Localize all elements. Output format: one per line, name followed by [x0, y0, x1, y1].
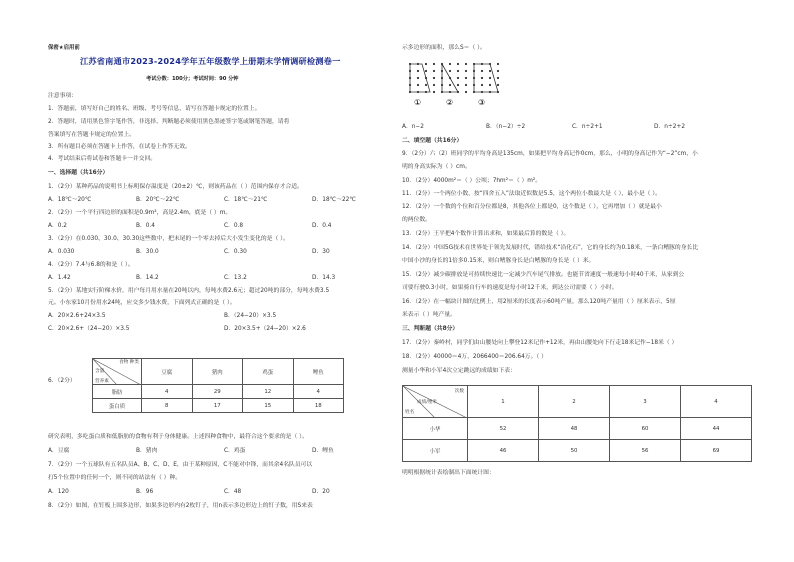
question-text: 中国小沙的身长的1倍多0.15米，则白鳍豚身长是白鳍豚的身长是（ ）米。 — [402, 258, 595, 264]
note-line: 1．答题前，填写好自己的姓名、班级、考号等信息，请写在答题卡规定的位置上。 — [48, 106, 261, 112]
peg-dot — [489, 70, 491, 72]
option: B．20℃～22℃ — [136, 197, 180, 203]
peg-dot — [497, 84, 499, 86]
table-cell: 56 — [610, 440, 681, 462]
secret-label: 保密★启用前 — [48, 45, 80, 51]
table-cell: 17 — [192, 399, 243, 413]
question-text: 13．（2分）王平把4个数作计算出求和，如果最后算的数是（ ）。 — [402, 231, 570, 237]
note-line: 2．答题时，请用黑色签字笔作答，非选择、判断题必须使用黑色墨迹签字笔或钢笔答题，请将 — [48, 119, 290, 125]
peg-dot — [465, 70, 467, 72]
option: D．20 — [312, 489, 330, 495]
table-cell: 69 — [681, 440, 752, 462]
diag-label-top: 食物 种类 — [119, 360, 139, 365]
column-header: 鲤鱼 — [293, 359, 344, 385]
note-line: 答案填写在答题卡规定的位置上。 — [48, 132, 135, 138]
table-cell: 46 — [468, 440, 539, 462]
question-text: 16．（2分）在一幅块计图的比例上，用2厘米的长度表示60吨产量，那么120吨产量用（ ）厘米表示，5厘 — [402, 299, 676, 305]
question-label: 6．（2分） — [48, 378, 76, 384]
column-header: 猪肉 — [192, 359, 243, 385]
peg-dot — [489, 77, 491, 79]
peg-dot — [465, 91, 467, 93]
peg-dot — [457, 63, 459, 65]
polygon-2 — [442, 64, 458, 92]
pegboard-figure — [404, 58, 514, 108]
peg-dot — [449, 84, 451, 86]
question-text: 11．（2分）一个两位小数，按“四舍五入”法取近似数是5.5，这个两位小数最大是（ ），最小是（ ）。 — [402, 191, 661, 197]
peg-dot — [425, 70, 427, 72]
option: A．0.2 — [48, 223, 67, 229]
option: B．96 — [136, 489, 154, 495]
nutrition-table — [92, 358, 344, 413]
option: B．0.4 — [136, 223, 155, 229]
option: C．0.8 — [224, 223, 244, 229]
question-text: 4．（2分）7.4与6.8的和是（ ）。 — [48, 262, 134, 268]
option: B．（24−20）×3.5 — [224, 313, 277, 319]
option: B．30.0 — [136, 249, 159, 255]
table-row — [93, 385, 344, 399]
question-text: 明的身高实际为（ ）cm。 — [402, 164, 471, 170]
question-text: 的两位数。 — [402, 217, 431, 223]
question-text: 15．（2分）减少碳排放是可持续快速比一定减少汽车尾气排放。也能节省速度一般速每小时40千米，从家到公 — [402, 272, 685, 278]
question-text: 18．（2分）40000＝4万，2066400＝206.64万。（ ） — [402, 354, 547, 360]
table-cell: 4 — [142, 385, 193, 399]
question-text: 1．（2分）某种药品的说明书上标明保存温度是（20±2）℃，则该药品在（ ）范围内保存才合适。 — [48, 184, 303, 190]
diagonal-header-cell — [403, 386, 468, 418]
option: A．n−2 — [402, 124, 424, 130]
option: D．鲤鱼 — [312, 448, 334, 454]
option: D．20×3.5+（24−20）×2.6 — [224, 326, 306, 332]
table-cell: 50 — [539, 440, 610, 462]
question-text: 元。小东家10月份用水24吨，应交多少钱水费，下面列式正确的是（ ）。 — [48, 300, 236, 306]
table-cell: 29 — [192, 385, 243, 399]
question-text: 7．（2分）一个五球队有五名队员A、B、C、D、E，由于某种原因，C不能对中锋，而其余4名队员可以 — [48, 462, 313, 468]
option: D．0.4 — [312, 223, 332, 229]
peg-dot — [433, 63, 435, 65]
row-header: 蛋白质 — [93, 399, 142, 413]
table-row — [93, 399, 344, 413]
table-cell: 8 — [142, 399, 193, 413]
option: B．14.2 — [136, 275, 159, 281]
question-text: 明明根据统计表绘制出下面统计图： — [402, 470, 495, 476]
option: D．14.3 — [312, 275, 336, 281]
figure-label: ② — [446, 98, 454, 107]
row-header: 小华 — [403, 418, 468, 440]
peg-dot — [433, 91, 435, 93]
note-line: 4．考试结束后将试卷和答题卡一并交回。 — [48, 156, 157, 162]
peg-dot — [457, 84, 459, 86]
peg-dot — [433, 70, 435, 72]
question-text: 9．（2分）六（2）班同学的平均身高是135cm，如果把平均身高记作0cm，那么，小明的身高记作为“−2”cm，小 — [402, 151, 698, 157]
peg-dot — [465, 84, 467, 86]
table-cell: 12 — [243, 385, 294, 399]
page-title: 江苏省南通市2023-2024学年五年级数学上册期末学情调研检测卷一 — [80, 56, 341, 66]
option: C．18℃～21℃ — [224, 197, 268, 203]
peg-dot — [481, 77, 483, 79]
peg-dot — [433, 77, 435, 79]
table-cell: 18 — [293, 399, 344, 413]
option: D．n÷2+2 — [654, 124, 686, 130]
peg-dot — [449, 70, 451, 72]
option: B．（n−2）÷2 — [486, 124, 526, 130]
question-text: 2．（2分）一个平行四边形的面积是0.9m²，高是2.4m，底是（ ）m。 — [48, 210, 232, 216]
question-text: 研究表明，多吃蛋白质和低脂肪的食物有利于身体健康。上述四种食物中，最符合这个要求的是（ ）。 — [48, 434, 308, 440]
column-header: 3 — [610, 386, 681, 418]
column-header: 豆腐 — [142, 359, 193, 385]
table-intro: 测量小华和小军4次立定跳远的成绩如下表： — [402, 368, 516, 374]
peg-dot — [417, 84, 419, 86]
question-text: 打5个位置中的任何一个，则不同的站法有（ ）种。 — [48, 475, 182, 481]
table-row — [403, 440, 752, 462]
peg-dot — [465, 63, 467, 65]
option: A．20×2.6+24×3.5 — [48, 313, 106, 319]
question-text: 17．（2分）秦岭村，同学们由山腰处向上攀登12米记作+12米，再由山腰处向下行走18米记作−18米（ ） — [402, 340, 678, 346]
question-text: 12．（2分）一个数的个位和百分位都是8，其他各位上都是0，这个数是（ ），它再增加（ ）就是最小 — [402, 204, 662, 210]
peg-dot — [417, 77, 419, 79]
question-text: 5．（2分）某地实行阶梯水价，用户每月用水量在20吨以内，每吨水费2.6元；超过20吨的部分，每吨水费3.5 — [48, 288, 330, 294]
peg-dot — [481, 84, 483, 86]
question-text: 米表示（ ）吨产量。 — [402, 312, 457, 318]
peg-dot — [425, 63, 427, 65]
option: D．30 — [312, 249, 330, 255]
option: B．猪肉 — [136, 448, 158, 454]
peg-dot — [433, 84, 435, 86]
right-column — [402, 0, 768, 562]
peg-dot — [425, 84, 427, 86]
question-text: 3．（2分）在0.030、30.0、30.30这些数中，把末尾的一个零去掉后大小发生变化的是（ ）。 — [48, 236, 289, 242]
peg-dot — [417, 70, 419, 72]
polygon-3 — [474, 64, 498, 92]
diag-label-mid: 成绩/厘米 — [417, 400, 437, 405]
diagonal-header-cell — [93, 359, 142, 385]
notes-heading: 注意事项： — [48, 93, 77, 99]
section-heading: 一、选择题（共16分） — [48, 170, 109, 176]
row-header: 脂肪 — [93, 385, 142, 399]
question-text: 8．（2分）如图，在钉板上围多边形，如果多边形内有2枚钉子，用n表示多边形边上的钉子数，用S来表 — [48, 503, 313, 509]
column-header: 2 — [539, 386, 610, 418]
column-header: 4 — [681, 386, 752, 418]
table-cell: 44 — [681, 418, 752, 440]
row-header: 小军 — [403, 440, 468, 462]
pegboard-dots — [409, 63, 499, 93]
question-text: 示多边形的面积，那么S＝（ ）。 — [402, 45, 486, 51]
option: A．豆腐 — [48, 448, 70, 454]
column-header: 1 — [468, 386, 539, 418]
left-column — [28, 0, 392, 562]
option: A．1.42 — [48, 275, 71, 281]
column-header: 鸡蛋 — [243, 359, 294, 385]
peg-dot — [481, 70, 483, 72]
diag-label-bottom: 姓名 — [405, 410, 415, 415]
option: C．48 — [224, 489, 242, 495]
section-heading: 二、填空题（共16分） — [402, 138, 463, 144]
option: D．18℃～22℃ — [312, 197, 356, 203]
option: A．18℃～20℃ — [48, 197, 92, 203]
peg-dot — [497, 70, 499, 72]
peg-dot — [457, 70, 459, 72]
question-text: 司要行驶0.3小时，如果骑自行车的速度是每小时12千米，到达公司需要（ ）小时。 — [402, 285, 618, 291]
peg-dot — [457, 77, 459, 79]
option: A．120 — [48, 489, 69, 495]
peg-dot — [489, 84, 491, 86]
option: C．13.2 — [224, 275, 247, 281]
diag-label-mid: 含量 — [95, 369, 105, 374]
exam-info: 考试分数：100分；考试时间：90 分钟 — [146, 76, 239, 82]
table-cell: 4 — [293, 385, 344, 399]
option: C．20×2.6+（24−20）×3.5 — [48, 326, 130, 332]
section-heading: 三、判断题（共8分） — [402, 326, 459, 332]
option: C．0.30 — [224, 249, 247, 255]
table-cell: 48 — [539, 418, 610, 440]
peg-dot — [465, 77, 467, 79]
peg-dot — [449, 63, 451, 65]
option: C．鸡蛋 — [224, 448, 246, 454]
jump-score-table — [402, 385, 752, 462]
table-cell: 60 — [610, 418, 681, 440]
peg-dot — [497, 77, 499, 79]
option: C．n÷2+1 — [572, 124, 603, 130]
figure-label: ③ — [478, 98, 486, 107]
table-cell: 15 — [243, 399, 294, 413]
note-line: 3．所有题目必须在答题卡上作答，在试卷上作答无效。 — [48, 144, 191, 150]
peg-dot — [497, 63, 499, 65]
option: A．0.030 — [48, 249, 75, 255]
diag-label-bottom: 营养素 — [95, 379, 109, 384]
table-row — [403, 418, 752, 440]
question-text: 10．（2分）4000m²＝（ ）公顷；7hm²＝（ ）m²。 — [402, 178, 542, 184]
table-cell: 52 — [468, 418, 539, 440]
figure-label: ① — [414, 98, 422, 107]
diag-label-top: 次数 — [454, 389, 464, 394]
question-text: 14．（2分）中国5G技术在世界处于领先发展时代，错给技术“沿化石”，它的身长约为0.18米，一条白鳍豚的身长比 — [402, 245, 699, 251]
